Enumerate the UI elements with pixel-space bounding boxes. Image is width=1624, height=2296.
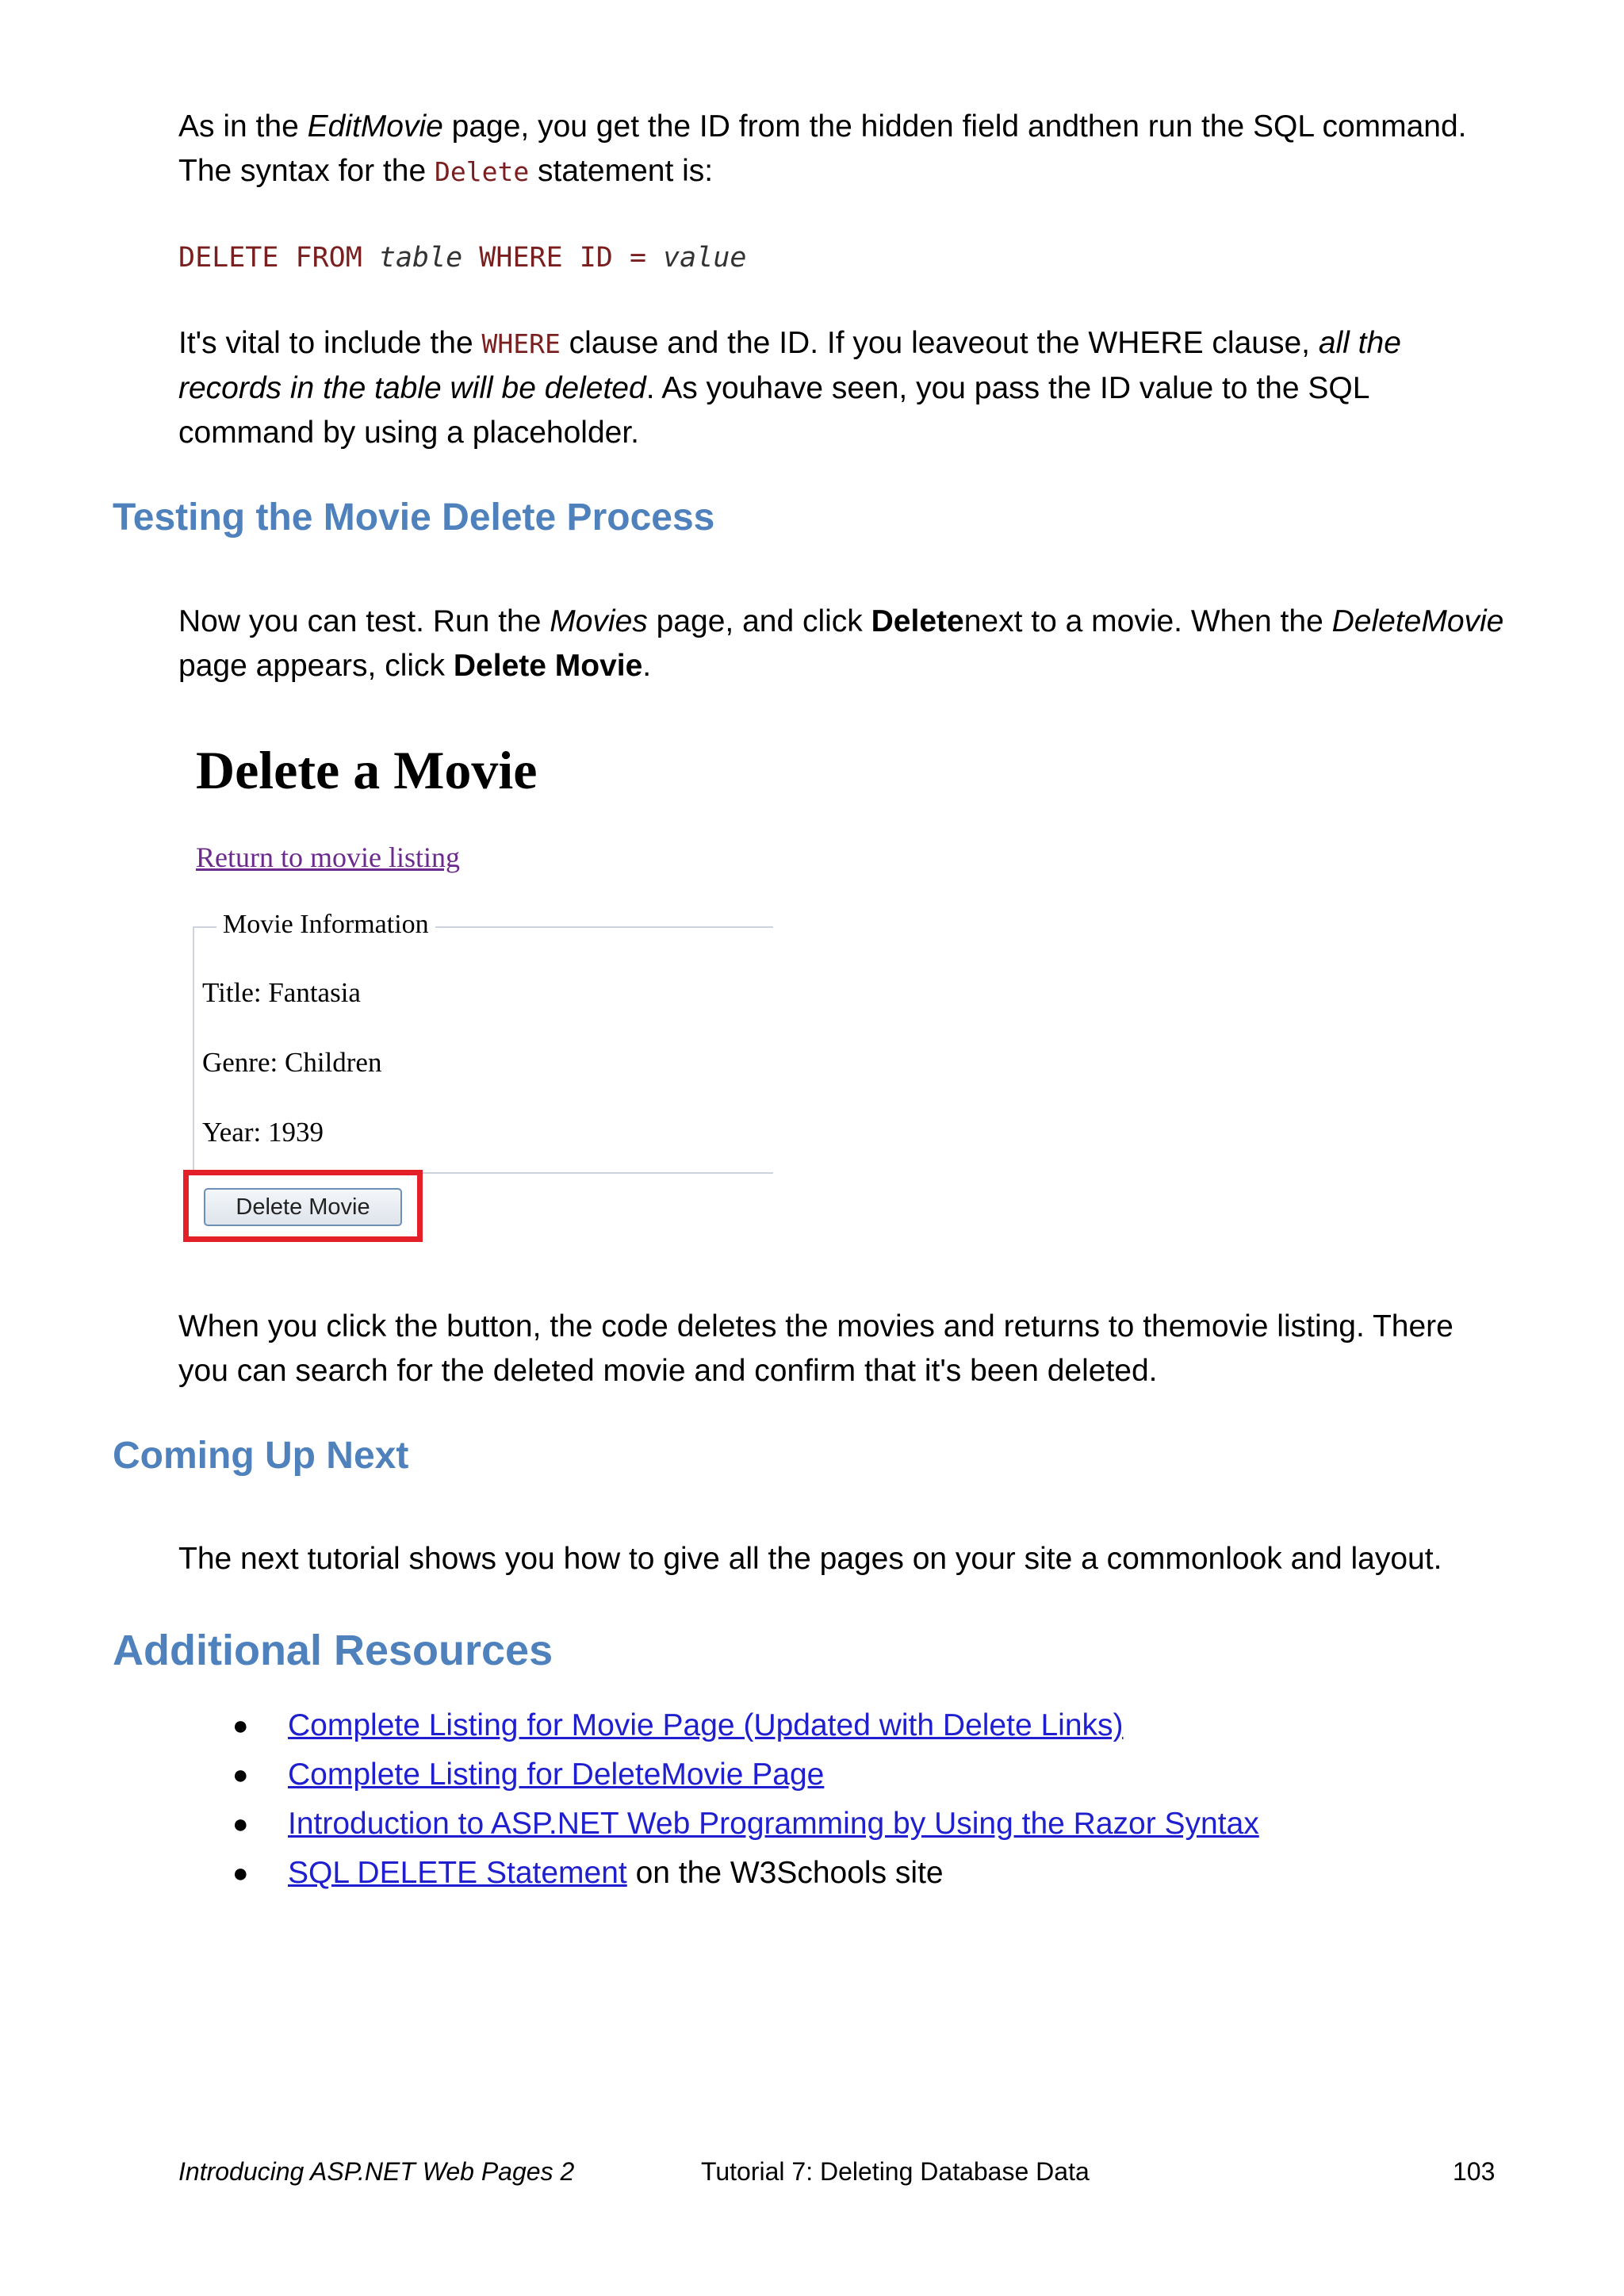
code-keyword-delete-from: DELETE FROM (178, 242, 379, 274)
resource-link-razor-intro[interactable]: Introduction to ASP.NET Web Programming by Using the Razor Syntax (288, 1807, 1259, 1841)
code-keyword-where: WHERE ID = (462, 242, 664, 274)
screenshot-title: Delete a Movie (196, 740, 538, 800)
delete-movie-button[interactable]: Delete Movie (204, 1188, 402, 1226)
vital-text-1: It's vital to include the (178, 326, 482, 360)
footer-chapter-title: Tutorial 7: Deleting Database Data (701, 2157, 1090, 2186)
genre-field: Genre: Children (202, 1047, 382, 1078)
testing-delete-bold: Delete (871, 604, 964, 638)
testing-text-4: page appears, click (178, 649, 454, 683)
testing-text-2: page, and click (647, 604, 871, 638)
list-item (226, 1701, 1259, 1750)
intro-text-2: page, you get the ID from the hidden field andthen run the SQL command. The syntax for the (178, 109, 1467, 188)
list-item (226, 1750, 1259, 1800)
testing-deletemovie-italic: DeleteMovie (1331, 604, 1504, 638)
year-field: Year: 1939 (202, 1117, 324, 1148)
after-screenshot-paragraph: When you click the button, the code deletes the movies and returns to themovie listing. There you can search for the deleted movie and confirm that it's been deleted. (178, 1309, 1454, 1388)
heading-testing: Testing the Movie Delete Process (113, 496, 715, 539)
heading-coming-up-next: Coming Up Next (113, 1435, 409, 1477)
intro-text-1: As in the (178, 109, 308, 144)
testing-text-1: Now you can test. Run the (178, 604, 550, 638)
testing-paragraph (178, 600, 1511, 688)
testing-text-3: next to a movie. When the (963, 604, 1332, 638)
sql-code-block (178, 242, 746, 274)
bullet-icon: ● (232, 1809, 249, 1839)
vital-text-2: clause and the ID. If you leaveout the WHERE clause, (560, 326, 1319, 360)
testing-text-5: . (642, 649, 652, 683)
bullet-icon: ● (232, 1858, 249, 1888)
return-to-listing-link[interactable]: Return to movie listing (196, 841, 460, 873)
resource-suffix: on the W3Schools site (626, 1856, 944, 1890)
code-var-value: value (663, 242, 747, 274)
inline-code-delete: Delete (435, 156, 530, 187)
intro-paragraph (178, 105, 1511, 194)
code-var-table: table (378, 242, 463, 274)
movie-info-legend: Movie Information (216, 910, 435, 940)
intro-editmovie-italic: EditMovie (307, 109, 443, 144)
bullet-icon: ● (232, 1711, 249, 1741)
title-field: Title: Fantasia (202, 977, 361, 1008)
vital-paragraph (178, 321, 1511, 455)
vital-text-3: . As youhave seen, you pass the ID value to the SQL command by using a placeholder. (178, 371, 1369, 450)
list-item (226, 1800, 1259, 1849)
bullet-icon: ● (232, 1760, 249, 1790)
coming-up-paragraph: The next tutorial shows you how to give all the pages on your site a commonlook and layout. (178, 1542, 1442, 1576)
testing-movies-italic: Movies (550, 604, 648, 638)
intro-text-3: statement is: (529, 154, 714, 188)
heading-additional-resources: Additional Resources (113, 1627, 553, 1674)
testing-delete-movie-bold: Delete Movie (453, 649, 643, 683)
list-item (226, 1849, 1259, 1898)
delete-movie-screenshot (178, 722, 781, 1261)
vital-italic-warning: all the records in the table will be deleted (178, 326, 1401, 405)
resource-link-deletemovie-page[interactable]: Complete Listing for DeleteMovie Page (288, 1757, 825, 1792)
inline-code-where: WHERE (481, 328, 561, 359)
footer-book-title: Introducing ASP.NET Web Pages 2 (178, 2157, 575, 2186)
resources-list (226, 1701, 1259, 1898)
resource-link-sql-delete[interactable]: SQL DELETE Statement (288, 1856, 627, 1890)
footer-page-number: 103 (1453, 2157, 1496, 2186)
resource-link-movie-page[interactable]: Complete Listing for Movie Page (Updated with Delete Links) (288, 1708, 1124, 1742)
